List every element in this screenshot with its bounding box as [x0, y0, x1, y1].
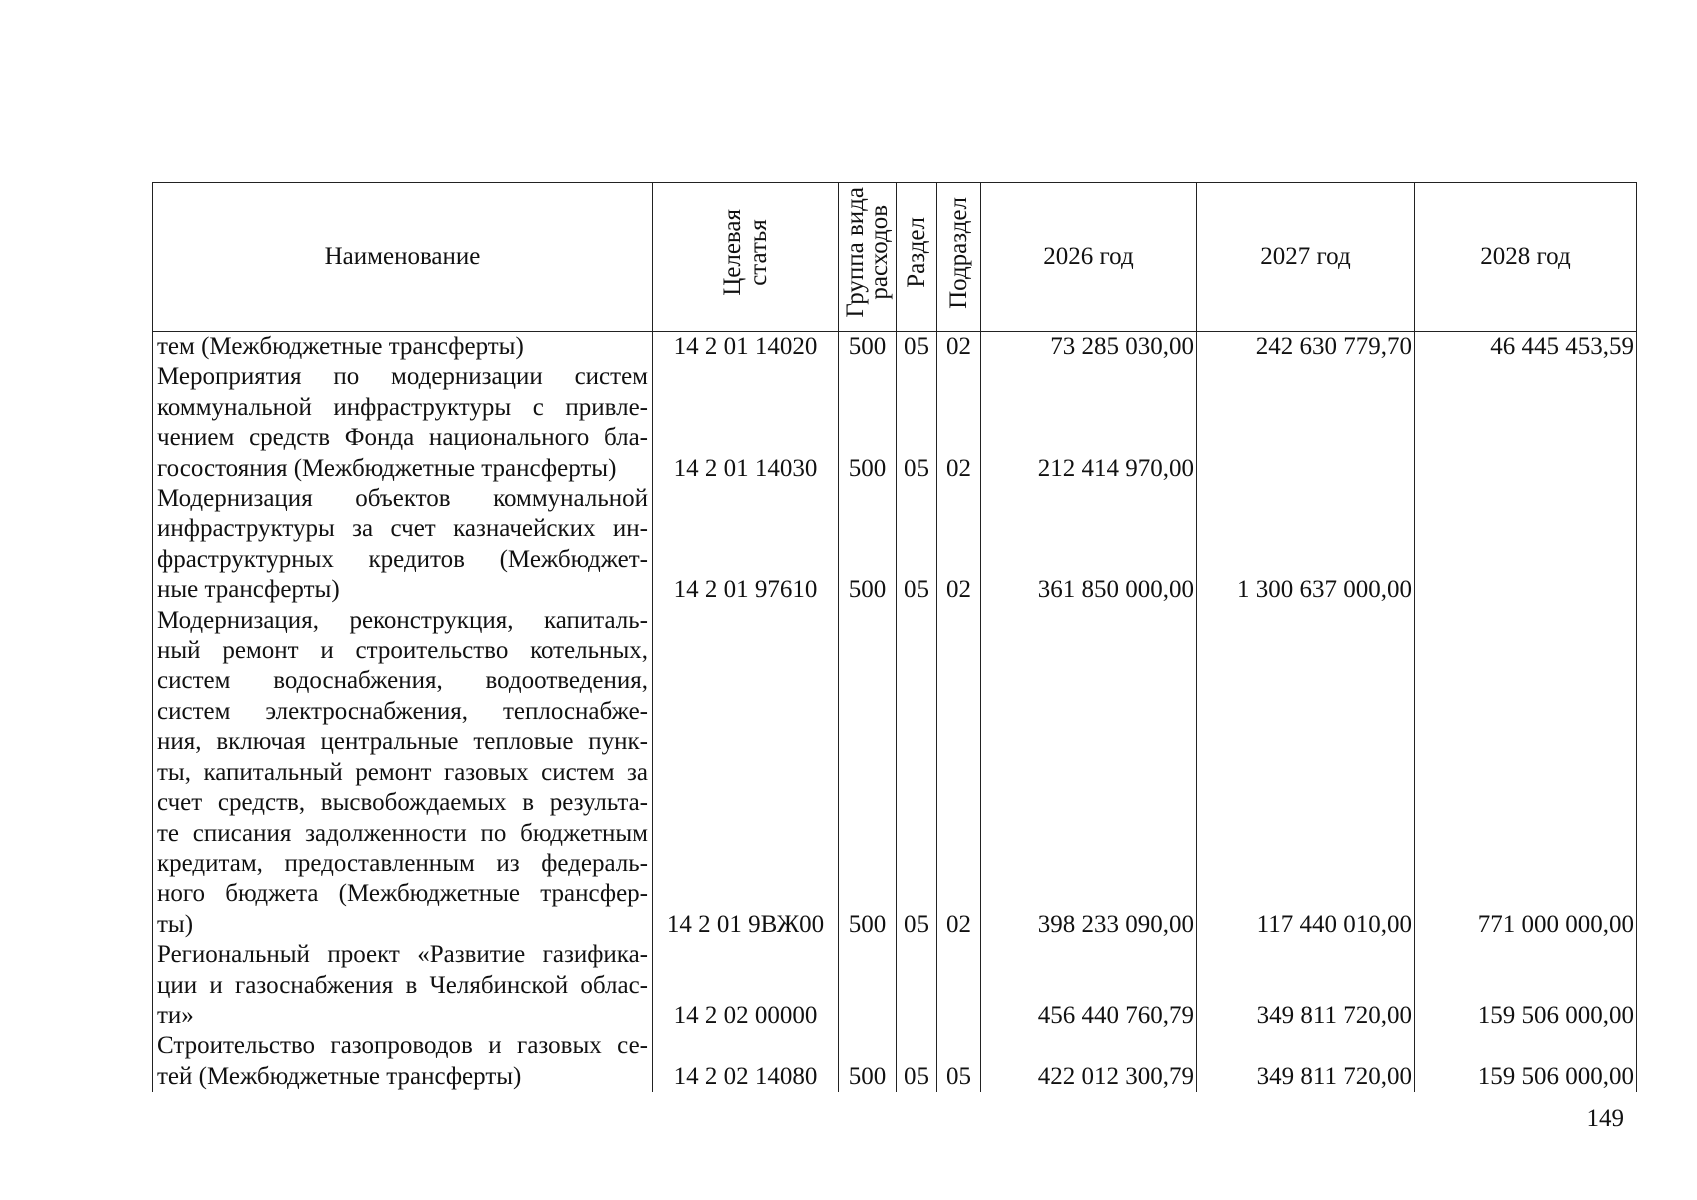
row-name-line: Модернизация объектов коммунальной — [157, 485, 648, 513]
row-name — [153, 1031, 653, 1092]
header-2026: 2026 год — [981, 183, 1197, 332]
row-name-line: инфраструктуры за счет казначейских ин- — [157, 515, 648, 543]
row-name-line: систем водоснабжения, водоотведения, — [157, 667, 648, 695]
row-target-article: 14 2 01 14030 — [653, 362, 839, 484]
row-expense-group: 500 — [839, 606, 897, 940]
row-value-2026: 422 012 300,79 — [981, 1031, 1197, 1092]
row-value-2026: 456 440 760,79 — [981, 940, 1197, 1031]
row-name-line: тем (Межбюджетные трансферты) — [157, 333, 524, 360]
table-row — [153, 940, 1637, 1031]
header-target-article: Целевая статья — [653, 183, 839, 332]
row-name — [153, 484, 653, 606]
budget-table — [152, 182, 1637, 1092]
row-value-2027: 1 300 637 000,00 — [1197, 484, 1415, 606]
row-target-article: 14 2 02 14080 — [653, 1031, 839, 1092]
row-value-2027: 242 630 779,70 — [1197, 332, 1415, 363]
row-value-2026: 398 233 090,00 — [981, 606, 1197, 940]
row-expense-group: 500 — [839, 332, 897, 363]
header-row — [153, 183, 1637, 332]
row-value-2026: 361 850 000,00 — [981, 484, 1197, 606]
table-row — [153, 484, 1637, 606]
row-name-line: ный ремонт и строительство котельных, — [157, 637, 648, 665]
row-value-2027 — [1197, 362, 1415, 484]
row-name — [153, 362, 653, 484]
row-name-line: Модернизация, реконструкция, капиталь- — [157, 606, 648, 634]
row-target-article: 14 2 01 97610 — [653, 484, 839, 606]
row-value-2027: 349 811 720,00 — [1197, 1031, 1415, 1092]
header-section: Раздел — [897, 183, 937, 332]
row-value-2026: 73 285 030,00 — [981, 332, 1197, 363]
table-row — [153, 362, 1637, 484]
table-row — [153, 1031, 1637, 1092]
row-value-2028 — [1415, 484, 1637, 606]
page-number: 149 — [1586, 1105, 1624, 1132]
row-subsection: 05 — [937, 1031, 981, 1092]
row-value-2027: 117 440 010,00 — [1197, 606, 1415, 940]
row-section: 05 — [897, 484, 937, 606]
row-name-line: те списания задолженности по бюджетным — [157, 819, 648, 847]
table-row — [153, 606, 1637, 940]
row-name-line: тей (Межбюджетные трансферты) — [157, 1062, 522, 1090]
row-value-2026: 212 414 970,00 — [981, 362, 1197, 484]
row-name-line: фраструктурных кредитов (Межбюджет- — [157, 545, 648, 573]
row-subsection: 02 — [937, 362, 981, 484]
header-expense-group: Группа вида расходов — [839, 183, 897, 332]
row-expense-group — [839, 940, 897, 1031]
row-name-line: чением средств Фонда национального бла- — [157, 424, 648, 452]
row-name-line: ции и газоснабжения в Челябинской облас- — [157, 971, 648, 999]
row-value-2028: 159 506 000,00 — [1415, 1031, 1637, 1092]
row-name-line: ти» — [157, 1001, 194, 1029]
row-subsection: 02 — [937, 484, 981, 606]
row-value-2028 — [1415, 362, 1637, 484]
row-section: 05 — [897, 362, 937, 484]
row-name-line: ния, включая центральные тепловые пунк- — [157, 728, 648, 756]
row-name-line: Мероприятия по модернизации систем — [157, 363, 648, 391]
row-value-2028: 46 445 453,59 — [1415, 332, 1637, 363]
row-section: 05 — [897, 606, 937, 940]
table-row — [153, 332, 1637, 363]
row-name-line: Региональный проект «Развитие газифика- — [157, 941, 648, 969]
row-name — [153, 332, 653, 363]
row-name-line: счет средств, высвобождаемых в результа- — [157, 789, 648, 817]
row-name-line: ные трансферты) — [157, 576, 340, 604]
row-name-line: ты) — [157, 910, 194, 938]
row-subsection: 02 — [937, 332, 981, 363]
row-target-article: 14 2 01 9ВЖ00 — [653, 606, 839, 940]
row-name-line: госостояния (Межбюджетные трансферты) — [157, 454, 617, 482]
row-expense-group: 500 — [839, 362, 897, 484]
row-target-article: 14 2 01 14020 — [653, 332, 839, 363]
header-2028: 2028 год — [1415, 183, 1637, 332]
header-2027: 2027 год — [1197, 183, 1415, 332]
row-name-line: Строительство газопроводов и газовых се- — [157, 1032, 648, 1060]
row-name — [153, 940, 653, 1031]
row-name-line: коммунальной инфраструктуры с привле- — [157, 393, 648, 421]
header-name: Наименование — [153, 183, 653, 332]
row-name — [153, 606, 653, 940]
row-value-2027: 349 811 720,00 — [1197, 940, 1415, 1031]
row-subsection — [937, 940, 981, 1031]
row-section: 05 — [897, 1031, 937, 1092]
row-name-line: систем электроснабжения, теплоснабже- — [157, 697, 648, 725]
row-section — [897, 940, 937, 1031]
row-target-article: 14 2 02 00000 — [653, 940, 839, 1031]
row-name-line: кредитам, предоставленным из федераль- — [157, 849, 648, 877]
row-value-2028: 771 000 000,00 — [1415, 606, 1637, 940]
row-name-line: ты, капитальный ремонт газовых систем за — [157, 758, 648, 786]
row-expense-group: 500 — [839, 1031, 897, 1092]
row-name-line: ного бюджета (Межбюджетные трансфер- — [157, 880, 648, 908]
row-subsection: 02 — [937, 606, 981, 940]
header-subsection: Подраздел — [937, 183, 981, 332]
row-section: 05 — [897, 332, 937, 363]
row-value-2028: 159 506 000,00 — [1415, 940, 1637, 1031]
row-expense-group: 500 — [839, 484, 897, 606]
